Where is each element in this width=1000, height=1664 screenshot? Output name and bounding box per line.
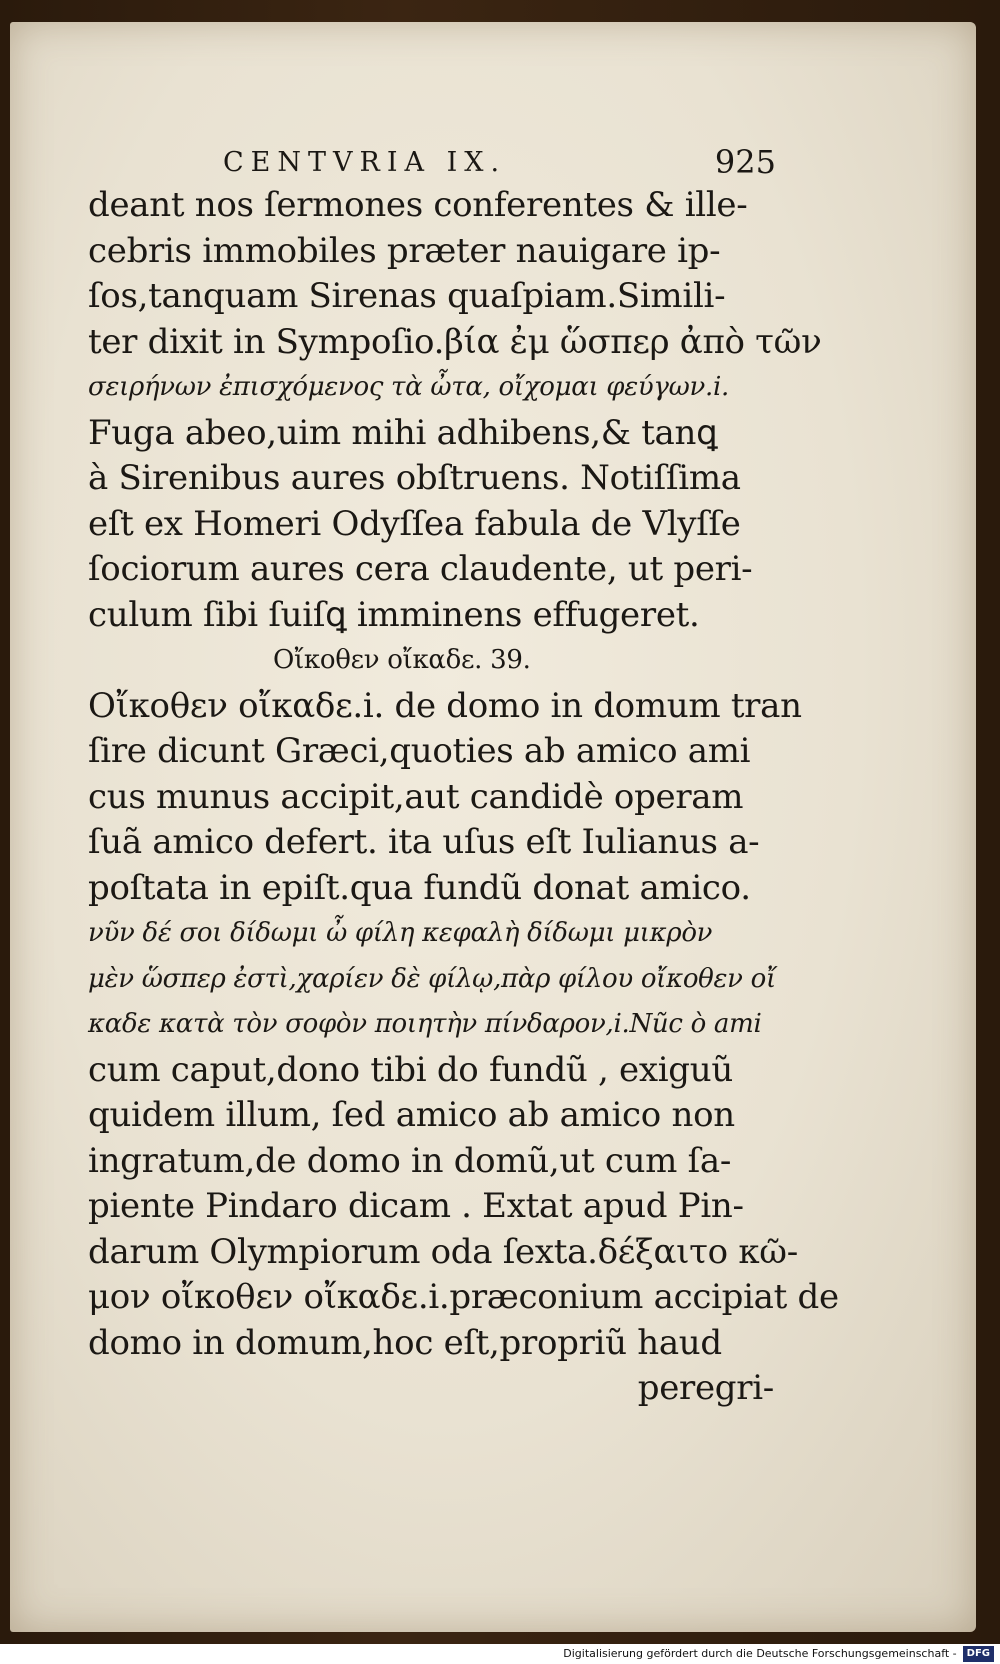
text-line: cum caput,dono tibi do fundũ , exiguũ	[88, 1049, 733, 1090]
text-line: eſt ex Homeri Odyſſea fabula de Vlyſſe	[88, 503, 741, 544]
book-page	[10, 22, 976, 1632]
funding-credit: Digitalisierung gefördert durch die Deutsche Forschungsgemeinschaft -	[563, 1647, 957, 1660]
greek-text-line: μὲν ὥσπερ ἐστὶ,χαρίεν δὲ φίλῳ,πὰρ φίλου οἴκοθεν οἴ	[88, 963, 776, 994]
text-line: à Sirenibus aures obſtruens. Notiſſima	[88, 458, 741, 498]
text-line: cus munus accipit,aut candidè operam	[88, 776, 744, 817]
text-line: culum ſibi ſuiſꝗ imminens effugeret.	[88, 594, 700, 635]
text-line: ſuã amico defert. ita uſus eſt Iulianus a-	[88, 822, 760, 862]
text-line: ingratum,de domo in domũ,ut cum ſa-	[88, 1140, 732, 1181]
digitization-footer	[0, 1644, 1000, 1664]
text-line: ſos,tanquam Sirenas quaſpiam.Simili-	[88, 276, 726, 316]
text-line: μον οἴκοθεν οἴκαδε.i.præconium accipiat de	[88, 1277, 839, 1317]
greek-text-line: νῦν δέ σοι δίδωμι ὦ φίλη κεφαλὴ δίδωμι μικρὸν	[88, 918, 713, 948]
text-line: domo in domum,hoc eſt,propriũ haud	[88, 1322, 722, 1363]
adage-heading: Οἴκοθεν οἴκαδε. 39.	[273, 645, 531, 675]
text-line: poſtata in epiſt.qua fundũ donat amico.	[88, 867, 751, 908]
text-line: piente Pindaro dicam . Extat apud Pin-	[88, 1186, 744, 1226]
text-line: cebris immobiles præter nauigare ip-	[88, 230, 721, 271]
text-line: deant nos ſermones conferentes & ille-	[88, 185, 748, 225]
text-line: Fuga abeo,uim mihi adhibens,& tanꝗ	[88, 412, 718, 453]
running-head	[88, 127, 788, 183]
text-line: quidem illum, ſed amico ab amico non	[88, 1095, 735, 1135]
text-line: ſire dicunt Græci,quoties ab amico ami	[88, 731, 751, 771]
text-line: ſociorum aures cera claudente, ut peri-	[88, 549, 753, 589]
text-block	[88, 127, 839, 1412]
page-number: 925	[714, 143, 776, 181]
greek-text-line: σειρήνων ἐπισχόμενος τὰ ὦτα, οἴχομαι φεύγων.i.	[88, 372, 729, 402]
dfg-logo: DFG	[963, 1646, 994, 1662]
text-line: ter dixit in Sympoſio.βία ἐμ ὥσπερ ἀπὸ τῶν	[88, 321, 822, 362]
text-line: darum Olympiorum oda ſexta.δέξαιτο κῶ-	[88, 1231, 798, 1272]
running-head-title: CENTVRIA IX.	[223, 147, 507, 178]
greek-text-line: καδε κατὰ τὸν σοφὸν ποιητὴν πίνδαρον,i.Nũc ò ami	[88, 1009, 762, 1039]
catchword: peregri-	[637, 1368, 774, 1408]
text-line: Οἴκοθεν οἴκαδε.i. de domo in domum tran	[88, 685, 802, 726]
